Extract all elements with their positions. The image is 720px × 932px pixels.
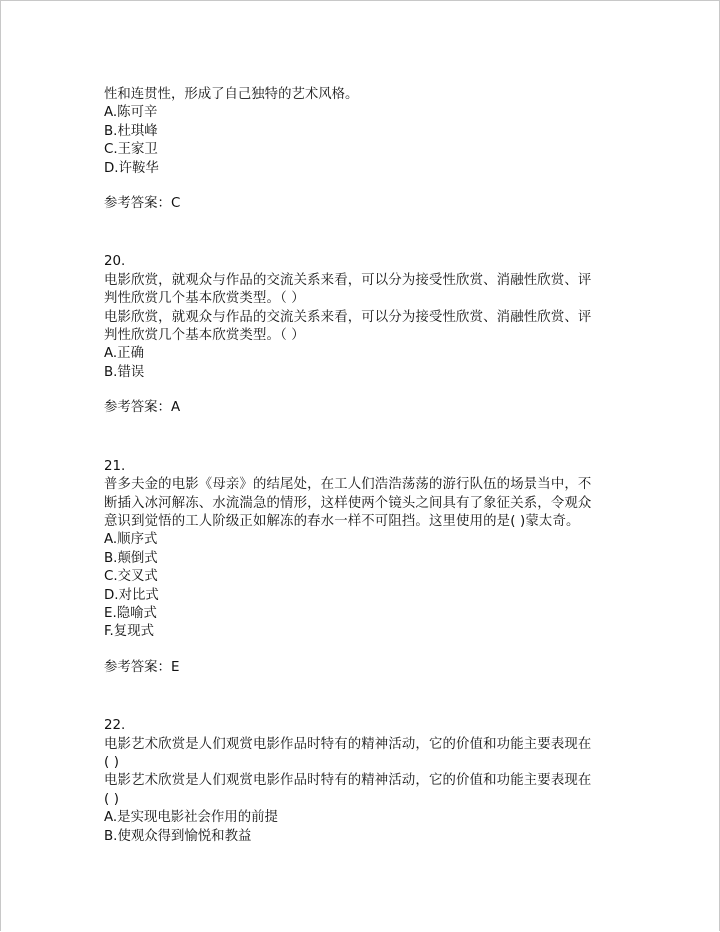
option-a: A.陈可辛: [104, 105, 158, 121]
question-text-line: ( ): [104, 791, 120, 807]
question-text-line: 意识到觉悟的工人阶级正如解冻的春水一样不可阻挡。这里使用的是( )蒙太奇。: [104, 513, 580, 529]
reference-answer: 参考答案：A: [104, 400, 181, 416]
question-text-line: 电影艺术欣赏是人们观赏电影作品时特有的精神活动，它的价值和功能主要表现在: [104, 773, 592, 789]
question-number: 21.: [104, 458, 126, 474]
option-b: B.颠倒式: [104, 550, 158, 566]
question-text-line: 电影艺术欣赏是人们观赏电影作品时特有的精神活动，它的价值和功能主要表现在: [104, 736, 592, 752]
option-e: E.隐喻式: [104, 605, 157, 621]
question-20: [104, 253, 620, 417]
question-text-line: ( ): [104, 754, 120, 770]
option-d: D.许鞍华: [104, 160, 159, 176]
question-number: 22.: [104, 718, 126, 734]
reference-answer: 参考答案：C: [104, 196, 181, 212]
reference-answer: 参考答案：E: [104, 659, 180, 675]
document-content: [104, 86, 620, 846]
option-c: C.王家卫: [104, 142, 158, 158]
option-b: B.错误: [104, 364, 145, 380]
option-a: A.顺序式: [104, 532, 158, 548]
option-b: B.杜琪峰: [104, 123, 158, 139]
question-number: 20.: [104, 254, 126, 270]
question-text-line: 判性欣赏几个基本欣赏类型。（ ）: [104, 328, 305, 344]
option-f: F.复现式: [104, 624, 154, 640]
question-21: [104, 458, 620, 677]
question-text-line: 普多夫金的电影《母亲》的结尾处，在工人们浩浩荡荡的游行队伍的场景当中，不: [104, 477, 592, 493]
question-19-continued: [104, 86, 620, 213]
question-text-line: 电影欣赏，就观众与作品的交流关系来看，可以分为接受性欣赏、消融性欣赏、评: [104, 309, 592, 325]
option-a: A.正确: [104, 346, 144, 362]
option-d: D.对比式: [104, 587, 159, 603]
question-22: [104, 717, 620, 846]
question-text-line: 性和连贯性，形成了自己独特的艺术风格。: [104, 87, 359, 102]
option-b: B.使观众得到愉悦和教益: [104, 828, 252, 844]
question-text-line: 断插入冰河解冻、水流湍急的情形，这样使两个镜头之间具有了象征关系，令观众: [104, 495, 592, 511]
question-text-line: 电影欣赏，就观众与作品的交流关系来看，可以分为接受性欣赏、消融性欣赏、评: [104, 272, 592, 288]
option-c: C.交叉式: [104, 569, 158, 585]
question-text-line: 判性欣赏几个基本欣赏类型。（ ）: [104, 291, 305, 307]
option-a: A.是实现电影社会作用的前提: [104, 810, 278, 826]
